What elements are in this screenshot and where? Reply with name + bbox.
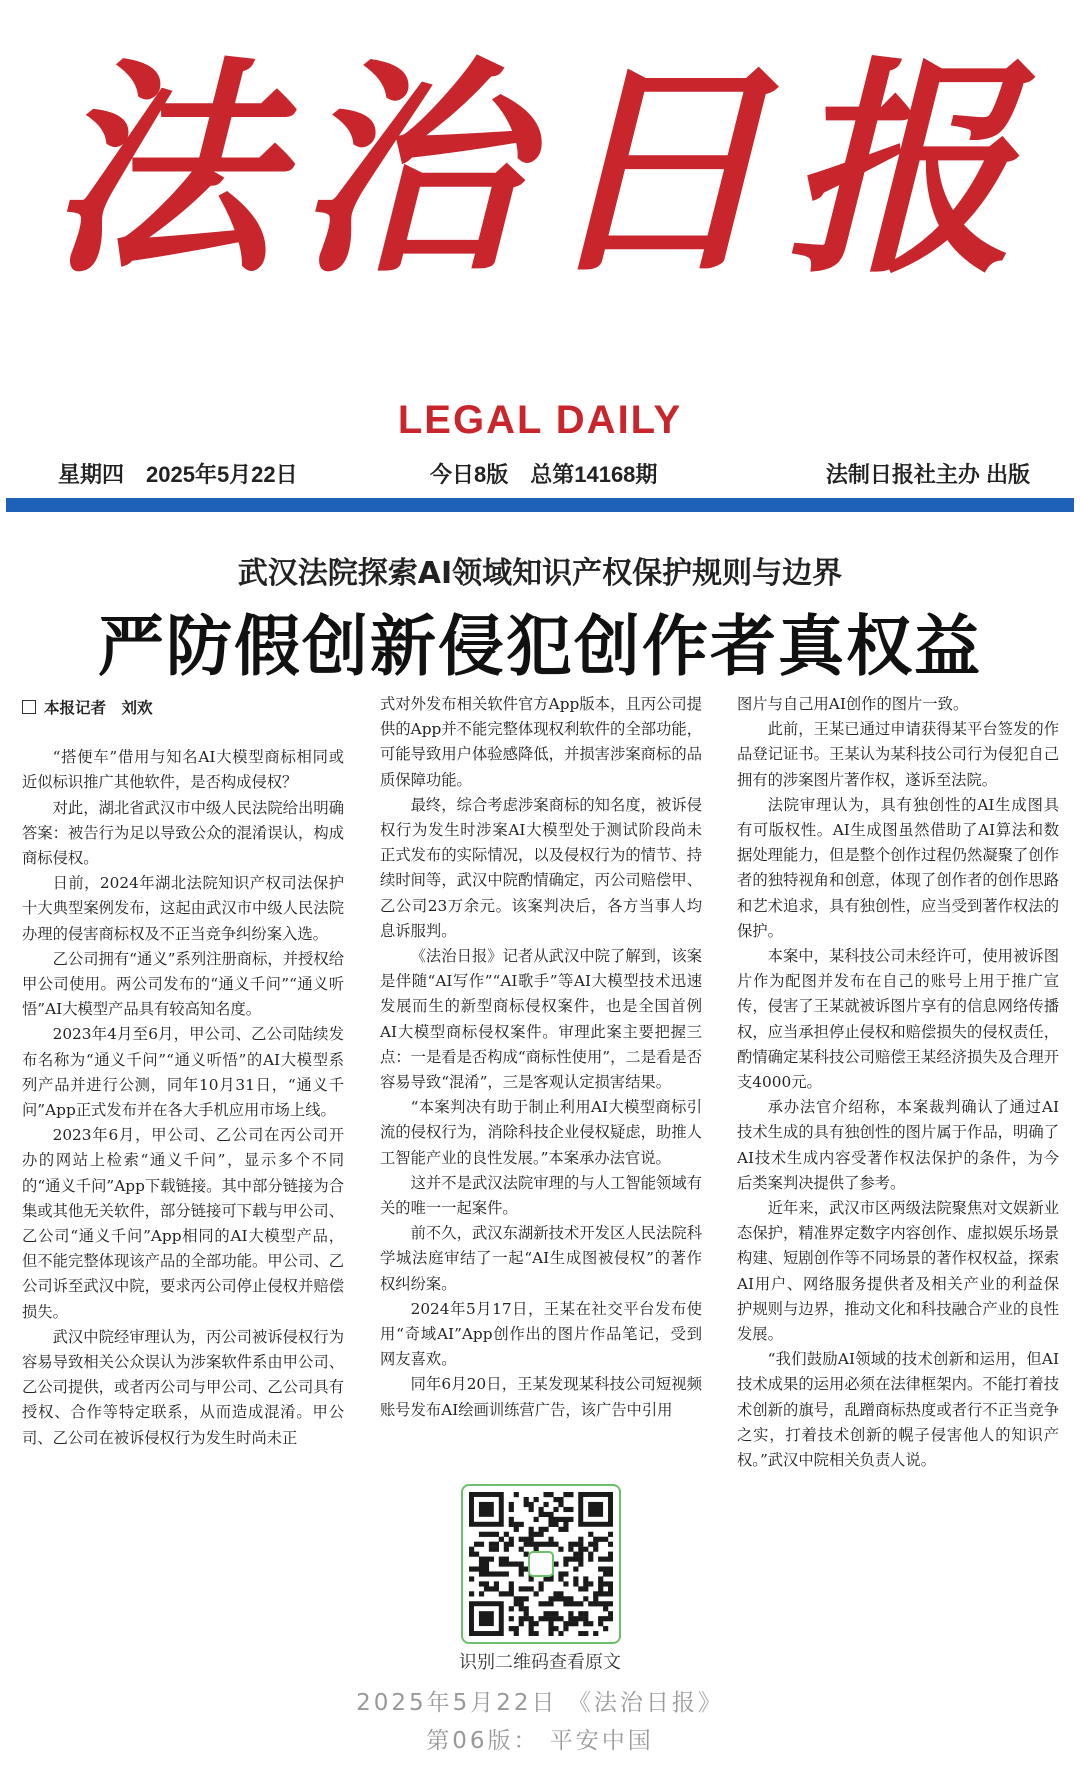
dateline [0,458,1080,498]
footer-page: 第06版： 平安中国 [426,1728,654,1754]
paragraph: “搭便车”借用与知名AI大模型商标相同或近似标识推广其他软件，是否构成侵权？ [22,748,344,792]
paragraph: 日前，2024年湖北法院知识产权司法保护十大典型案例发布，这起由武汉市中级人民法院办理的侵害商标权及不正当竞争纠纷案入选。 [22,874,344,943]
issue-date: 星期四 2025年5月22日 [58,462,298,487]
paragraph: 这并不是武汉法院审理的与人工智能领域有关的唯一一起案件。 [380,1173,702,1218]
paragraph: 前不久，武汉东湖新技术开发区人民法院科学城法庭审结了一起“AI生成图被侵权”的著作权纠纷案。 [380,1224,702,1293]
qr-code-icon [469,1492,613,1636]
article-headline: 严防假创新侵犯创作者真权益 [98,608,982,685]
article-kicker: 武汉法院探索AI领域知识产权保护规则与边界 [237,556,843,591]
byline-text: 本报记者 刘欢 [44,699,153,717]
publisher: 法制日报社主办 出版 [825,462,1030,487]
byline [22,696,344,721]
paragraph: 法院审理认为，具有独创性的AI生成图具有可版权性。AI生成图虽然借助了AI算法和数据处理能力，但是整个创作过程仍然凝聚了创作者的独特视角和创意，体现了创作者的创作思路和艺术追求，具有独创性，应当受到著作权法的保护。 [737,795,1059,940]
paragraph: 本案中，某科技公司未经许可，使用被诉图片作为配图并发布在自己的账号上用于推广宣传，侵害了王某就被诉图片享有的信息网络传播权，应当承担停止侵权和赔偿损失的侵权责任，酌情确定某科技公司赔偿王某经济损失及合理开支4000元。 [737,947,1059,1092]
paragraph: 近年来，武汉市区两级法院聚焦对文娱新业态保护，精准界定数字内容创作、虚拟娱乐场景构建、短剧创作等不同场景的著作权权益，探索AI用户、网络服务提供者及相关产业的利益保护规则与边界，推动文化和科技融合产业的良性发展。 [737,1199,1059,1344]
paragraph: 同年6月20日，王某发现某科技公司短视频账号发布AI绘画训练营广告，该广告中引用 [380,1375,702,1419]
paragraph: 2024年5月17日，王某在社交平台发布使用“奇域AI”App创作出的图片作品笔记，受到网友喜欢。 [380,1299,702,1369]
paragraph: “本案判决有助于制止利用AI大模型商标引流的侵权行为，消除科技企业侵权疑虑，助推人工智能产业的良性发展。”本案承办法官说。 [380,1098,702,1167]
masthead [0,0,1080,455]
masthead-logo-english: LEGAL DAILY [397,398,683,442]
paragraph: 此前，王某已通过申请获得某平台签发的作品登记证书。王某认为某科技公司行为侵犯自己拥有的涉案图片著作权，遂诉至法院。 [737,720,1059,789]
edition-info: 今日8版 总第14168期 [430,462,658,487]
byline-box-icon [22,700,36,714]
article-column-3 [737,692,1059,1473]
paragraph-continued: 图片与自己用AI创作的图片一致。 [737,695,969,713]
paragraph: 对此，湖北省武汉市中级人民法院给出明确答案：被告行为足以导致公众的混淆误认，构成商标侵权。 [22,798,344,868]
paragraph-continued: 式对外发布相关软件官方App版本，且丙公司提供的App并不能完整体现权利软件的全部功能，可能导致用户体验感降低，并损害涉案商标的品质保障功能。 [380,695,702,789]
paragraph: 《法治日报》记者从武汉中院了解到，该案是伴随“AI写作”“AI歌手”等AI大模型技术迅速发展而生的新型商标侵权案件，也是全国首例AI大模型商标侵权案件。审理此案主要把握三点：一是看是否构成“商标性使用”，二是看是否容易导致“混淆”，三是客观认定损害结果。 [380,947,702,1092]
paragraph: 武汉中院经审理认为，丙公司被诉侵权行为容易导致相关公众误认为涉案软件系由甲公司、乙公司提供，或者丙公司与甲公司、乙公司具有授权、合作等特定联系，从而造成混淆。甲公司、乙公司在被诉侵权行为发生时尚未正 [22,1327,344,1447]
masthead-divider [6,498,1074,512]
paragraph: 最终，综合考虑涉案商标的知名度，被诉侵权行为发生时涉案AI大模型处于测试阶段尚未正式发布的实际情况，以及侵权行为的情节、持续时间等，武汉中院酌情确定，丙公司赔偿甲、乙公司23万余元。该案判决后，各方当事人均息诉服判。 [380,795,702,940]
article-column-2 [380,692,702,1423]
qr-caption: 识别二维码查看原文 [459,1652,621,1673]
masthead-logo-chinese: 法治日报 [48,36,1032,304]
article-column-1 [22,692,344,1451]
paragraph: 承办法官介绍称，本案裁判确认了通过AI技术生成的具有独创性的图片属于作品，明确了AI技术生成内容受著作权法保护的条件，为今后类案判决提供了参考。 [737,1098,1059,1192]
footer-date: 2025年5月22日 《法治日报》 [356,1690,724,1716]
qr-code[interactable] [461,1484,621,1644]
paragraph: “我们鼓励AI领域的技术创新和运用，但AI技术成果的运用必须在法律框架内。不能打着技术创新的旗号，乱蹭商标热度或者行不正当竞争之实，打着技术创新的幌子侵害他人的知识产权。”武汉中院相关负责人说。 [737,1350,1059,1470]
paragraph: 乙公司拥有“通义”系列注册商标，并授权给甲公司使用。两公司发布的“通义千问”“通义听悟”AI大模型产品具有较高知名度。 [22,949,344,1019]
paragraph: 2023年4月至6月，甲公司、乙公司陆续发布名称为“通义千问”“通义听悟”的AI大模型系列产品并进行公测，同年10月31日，“通义千问”App正式发布并在各大手机应用市场上线。 [22,1025,344,1120]
paragraph: 2023年6月，甲公司、乙公司在丙公司开办的网站上检索“通义千问”，显示多个不同的“通义千问”App下载链接。其中部分链接为合集或其他无关软件，部分链接可下载与甲公司、乙公司“通义千问”App相同的AI大模型产品，但不能完整体现该产品的全部功能。甲公司、乙公司诉至武汉中院，要求丙公司停止侵权并赔偿损失。 [22,1126,344,1321]
